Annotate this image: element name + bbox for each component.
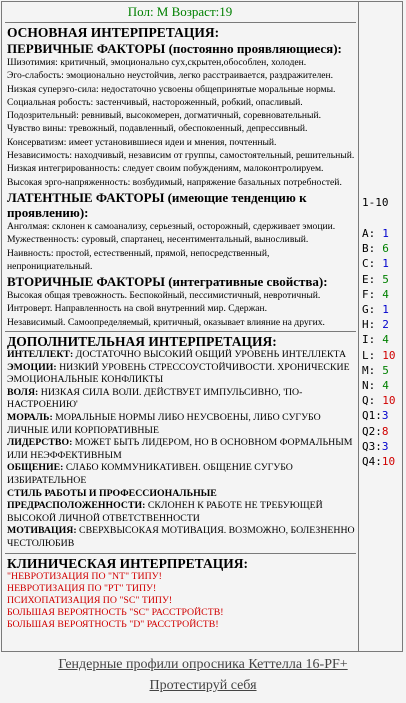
main-interpretation: [5, 22, 356, 331]
clinical-item: БОЛЬШАЯ ВЕРОЯТНОСТЬ "SC" РАССТРОЙСТВ!: [7, 607, 224, 619]
primary-factor-item: Социальная робость: застенчивый, настороженный, робкий, опасливый.: [7, 96, 303, 108]
clinical-item: БОЛЬШАЯ ВЕРОЯТНОСТЬ "D" РАССТРОЙСТВ!: [7, 619, 219, 631]
primary-factor-item: Подозрительный: ревнивый, высокомерен, догматичный, соревновательный.: [7, 110, 322, 122]
factor-score-row: [362, 348, 396, 363]
factor-label: B:: [362, 242, 376, 256]
additional-item: [7, 412, 356, 437]
factor-label: L:: [362, 348, 376, 362]
clinical-list: [7, 571, 356, 632]
gender-age-header: Пол: М Возраст:19: [127, 4, 233, 19]
latent-factor-item: Мужественность: суровый, спартанец, несентиментальный, выносливый.: [7, 234, 309, 246]
additional-item-text: СВЕРХВЫСОКАЯ МОТИВАЦИЯ. ВОЗМОЖНО, БОЛЕЗНЕННО ЧЕСТОЛЮБИВ: [7, 525, 355, 549]
additional-list: [7, 349, 356, 551]
primary-factor-item: Эго-слабость: эмоционально неустойчив, легко расстраивается, раздражителен.: [7, 70, 334, 82]
factor-label: F:: [362, 287, 376, 301]
factor-score-row: [362, 424, 396, 439]
primary-factor-item: Независимость: находчивый, независим от группы, самостоятельный, решительный.: [7, 150, 355, 162]
factor-value: 3: [381, 409, 389, 423]
factor-scores: [362, 226, 396, 469]
primary-factors-list: [7, 56, 356, 189]
factor-value: 5: [382, 272, 389, 286]
factor-value: 10: [382, 394, 396, 408]
factor-label: Q1:: [362, 409, 382, 423]
additional-item-text: СКЛОНЕН К РАБОТЕ НЕ ТРЕБУЮЩЕЙ ВЫСОКОЙ ЛИЧНОЙ ОТВЕТСТВЕННОСТИ: [7, 500, 323, 524]
factor-value: 10: [382, 348, 396, 362]
factor-score-row: [362, 256, 396, 271]
additional-item-text: СЛАБО КОММУНИКАТИВЕН. ОБЩЕНИЕ СУГУБО ИЗБИРАТЕЛЬНОЕ: [7, 462, 293, 486]
factor-label: H:: [362, 318, 376, 332]
factor-score-row: [362, 241, 396, 256]
clinical-interpretation: [5, 553, 356, 634]
additional-item-text: НИЗКАЯ СИЛА ВОЛИ. ДЕЙСТВУЕТ ИМПУЛЬСИВНО, 'ПО-НАСТРОЕНИЮ': [7, 386, 303, 411]
factor-score-row: [362, 272, 396, 287]
additional-item-label: ВОЛЯ:: [7, 386, 39, 398]
take-test-link[interactable]: Протестируй себя: [149, 678, 257, 693]
latent-factors-list: [7, 220, 356, 273]
additional-item: [7, 387, 356, 412]
secondary-factor-item: Интроверт. Направленность на свой внутренний мир. Сдержан.: [7, 303, 268, 315]
latent-factors-title: ЛАТЕНТНЫЕ ФАКТОРЫ (имеющие тенденцию к проявлению):: [7, 189, 307, 220]
additional-item-label: ЛИДЕРСТВО:: [7, 437, 73, 449]
primary-factor-item: Чувство вины: тревожный, подавленный, обеспокоенный, депрессивный.: [7, 123, 308, 135]
secondary-factors-title: ВТОРИЧНЫЕ ФАКТОРЫ (интегративные свойства):: [7, 274, 328, 290]
factor-score-row: [362, 393, 396, 408]
factor-value: 4: [382, 287, 389, 301]
clinical-item: "НЕВРОТИЗАЦИЯ ПО "NT" ТИПУ!: [7, 570, 162, 582]
factor-score-row: [362, 454, 396, 469]
latent-factor-item: Наивность: простой, естественный, прямой, непосредственный, непронициательный.: [7, 247, 270, 272]
additional-item: [7, 488, 356, 526]
factor-label: C:: [362, 257, 376, 271]
scale-range-label: 1-10: [362, 196, 389, 209]
factor-score-row: [362, 226, 396, 241]
additional-interpretation: [5, 331, 356, 553]
factor-value: 8: [381, 424, 389, 438]
results-frame: [1, 1, 403, 652]
factor-value: 10: [381, 455, 396, 469]
additional-item-label: ОБЩЕНИЕ:: [7, 462, 64, 474]
additional-title: ДОПОЛНИТЕЛЬНАЯ ИНТЕРПРЕТАЦИЯ:: [7, 334, 277, 350]
factor-label: Q3:: [362, 439, 382, 453]
secondary-factors-list: [7, 289, 356, 329]
footer-links: [0, 654, 406, 696]
factor-score-row: [362, 302, 396, 317]
factor-label: N:: [362, 379, 376, 393]
scores-column: [358, 2, 402, 651]
factor-value: 5: [382, 363, 389, 377]
factor-label: E:: [362, 272, 376, 286]
factor-score-row: [362, 317, 396, 332]
additional-item-text: МОЖЕТ БЫТЬ ЛИДЕРОМ, НО В ОСНОВНОМ ФОРМАЛЬНЫМ ИЛИ НЕЭФФЕКТИВНЫМ: [7, 437, 353, 461]
additional-item: [7, 349, 356, 362]
additional-item-text: МОРАЛЬНЫЕ НОРМЫ ЛИБО НЕУСВОЕНЫ, ЛИБО СУГУБО ЛИЧНЫЕ ИЛИ КОРПОРАТИВНЫЕ: [7, 412, 321, 436]
factor-score-row: [362, 378, 396, 393]
additional-item: [7, 437, 356, 462]
additional-item-label: СТИЛЬ РАБОТЫ И ПРОФЕССИОНАЛЬНЫЕ ПРЕДРАСПОЛОЖЕННОСТИ:: [7, 487, 217, 512]
factor-value: 1: [382, 303, 389, 317]
factor-value: 4: [382, 379, 389, 393]
factor-label: A:: [362, 227, 376, 240]
latent-factor-item: Анголмая: склонен к самоанализу, серьезный, осторожный, сдерживает эмоции.: [7, 220, 336, 232]
main-title: ОСНОВНАЯ ИНТЕРПРЕТАЦИЯ:: [7, 25, 220, 40]
primary-factor-item: Шизотимия: критичный, эмоционально сух,скрытен,обособлен, холоден.: [7, 57, 307, 68]
additional-item-text: ДОСТАТОЧНО ВЫСОКИЙ ОБЩИЙ УРОВЕНЬ ИНТЕЛЛЕКТА: [73, 349, 347, 361]
factor-label: Q:: [362, 394, 376, 408]
additional-item-label: МОРАЛЬ:: [7, 412, 53, 424]
gender-profiles-link[interactable]: Гендерные профили опросника Кеттелла 16-PF+: [58, 657, 348, 672]
secondary-factor-item: Высокая общая тревожность. Беспокойный, пессимистичный, невротичный.: [7, 290, 321, 302]
factor-label: M:: [362, 363, 376, 377]
primary-factor-item: Низкая интегрированность: следует своим побуждениям, малоконтролируем.: [7, 163, 324, 175]
factor-score-row: [362, 363, 396, 378]
factor-score-row: [362, 439, 396, 454]
primary-factor-item: Низкая суперэго-сила: недостаточно усвоены общепринятые моральные нормы.: [7, 83, 336, 95]
additional-item: [7, 525, 356, 550]
factor-score-row: [362, 408, 396, 423]
additional-item-label: ЭМОЦИИ:: [7, 361, 57, 373]
factor-value: 3: [381, 439, 389, 453]
additional-item: [7, 462, 356, 487]
factor-label: G:: [362, 303, 376, 317]
factor-label: Q4:: [362, 455, 382, 469]
factor-value: 1: [382, 227, 389, 240]
factor-label: Q2:: [362, 424, 382, 438]
clinical-item: НЕВРОТИЗАЦИЯ ПО "PT" ТИПУ!: [7, 582, 157, 594]
factor-value: 4: [382, 333, 389, 347]
factor-value: 6: [382, 242, 389, 256]
factor-value: 1: [382, 257, 389, 271]
interpretation-column: [5, 22, 356, 634]
additional-item: [7, 362, 356, 387]
secondary-factor-item: Независимый. Самоопределяемый, критичный, оказывает влияние на других.: [7, 316, 325, 328]
factor-score-row: [362, 287, 396, 302]
primary-factors-title: ПЕРВИЧНЫЕ ФАКТОРЫ (постоянно проявляющиеся):: [7, 41, 342, 56]
clinical-title: КЛИНИЧЕСКАЯ ИНТЕРПРЕТАЦИЯ:: [7, 555, 249, 571]
primary-factor-item: Высокая эрго-напряженность: возбудимый, напряжение базальных потребностей.: [7, 176, 342, 188]
factor-score-row: [362, 332, 396, 347]
additional-item-label: МОТИВАЦИЯ:: [7, 525, 77, 537]
additional-item-text: НИЗКИЙ УРОВЕНЬ СТРЕССОУСТОЙЧИВОСТИ. ХРОНИЧЕСКИЕ ЭМОЦИОНАЛЬНЫЕ КОНФЛИКТЫ: [7, 361, 350, 386]
clinical-item: ПСИХОПАТИЗАЦИЯ ПО "SC" ТИПУ!: [7, 594, 173, 606]
factor-label: I:: [362, 333, 376, 347]
additional-item-label: ИНТЕЛЛЕКТ:: [7, 349, 74, 361]
primary-factor-item: Консерватизм: имеет установившиеся идеи и мнения, почтенный.: [7, 136, 277, 148]
factor-value: 2: [382, 318, 389, 332]
